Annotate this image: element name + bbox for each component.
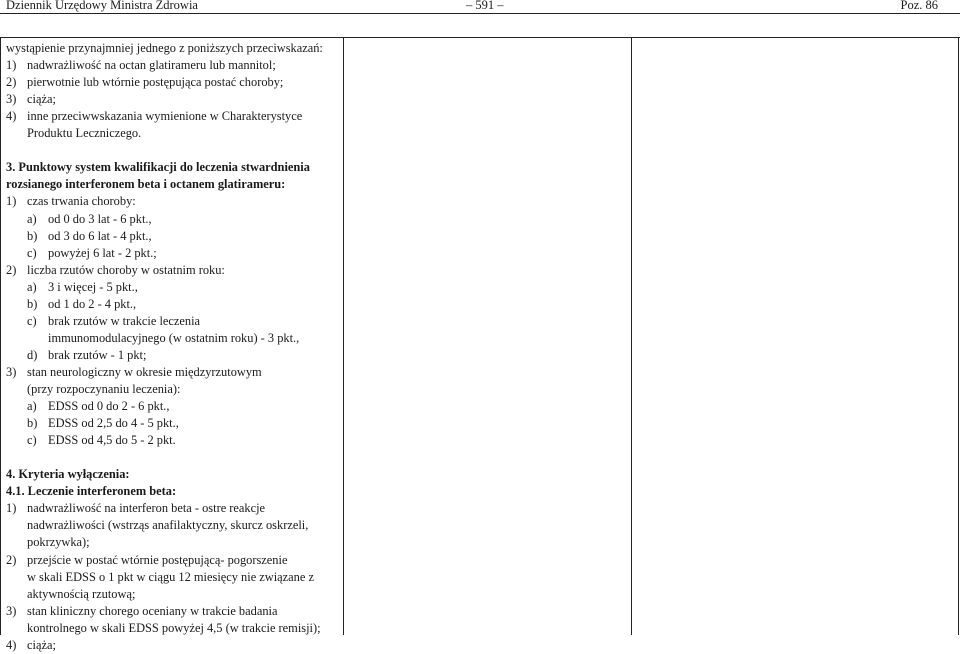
header-rule xyxy=(0,13,960,14)
line-text: nadwrażliwość na interferon beta - ostre reakcje xyxy=(27,501,266,516)
list-marker: a) xyxy=(27,279,37,294)
line-text: czas trwania choroby: xyxy=(27,194,136,209)
list-marker: 2) xyxy=(6,75,17,90)
list-marker: c) xyxy=(27,433,37,448)
line-text: pierwotnie lub wtórnie postępująca postać choroby; xyxy=(27,75,284,90)
table-top-border xyxy=(0,37,960,38)
list-marker: 1) xyxy=(6,58,17,73)
line-text: powyżej 6 lat - 2 pkt.; xyxy=(48,245,157,260)
table-column-divider-2 xyxy=(631,37,632,635)
list-marker: 4) xyxy=(6,637,17,652)
line-text: 3. Punktowy system kwalifikacji do leczenia stwardnienia xyxy=(6,160,310,175)
list-marker: 3) xyxy=(6,364,17,379)
list-marker: 2) xyxy=(6,262,17,277)
line-text: stan neurologiczny w okresie międzyrzutowym xyxy=(27,364,262,379)
line-text: pokrzywka); xyxy=(27,535,90,550)
line-text: brak rzutów - 1 pkt; xyxy=(48,347,147,362)
line-text: kontrolnego w skali EDSS powyżej 4,5 (w trakcie remisji); xyxy=(27,620,321,635)
line-text: rozsianego interferonem beta i octanem glatirameru: xyxy=(6,177,286,192)
list-marker: a) xyxy=(27,211,37,226)
line-text: ciąża; xyxy=(27,92,56,107)
line-text: 4.1. Leczenie interferonem beta: xyxy=(6,484,177,499)
line-text: (przy rozpoczynaniu leczenia): xyxy=(27,382,181,396)
list-marker: 1) xyxy=(6,501,17,516)
list-marker: 3) xyxy=(6,92,17,107)
list-marker: b) xyxy=(27,296,38,311)
page-number: – 591 – xyxy=(466,0,504,12)
line-text: immunomodulacyjnego (w ostatnim roku) - 3 pkt., xyxy=(48,330,300,345)
list-marker: a) xyxy=(27,399,37,414)
list-marker: d) xyxy=(27,347,38,362)
line-text: 4. Kryteria wyłączenia: xyxy=(6,467,130,482)
line-text: ciąża; xyxy=(27,637,56,652)
table-right-border xyxy=(958,37,959,635)
table-left-border xyxy=(0,37,1,635)
list-marker: b) xyxy=(27,228,38,243)
list-marker: c) xyxy=(27,313,37,328)
line-text: wystąpienie przynajmniej jednego z poniższych przeciwskazań: xyxy=(6,41,323,55)
line-text: liczba rzutów choroby w ostatnim roku: xyxy=(27,262,225,277)
journal-title: Dziennik Urzędowy Ministra Zdrowia xyxy=(6,0,198,12)
line-text: od 1 do 2 - 4 pkt., xyxy=(48,296,137,311)
line-text: EDSS od 0 do 2 - 6 pkt., xyxy=(48,399,170,414)
line-text: aktywnością rzutową; xyxy=(27,586,136,601)
line-text: nadwrażliwość na octan glatirameru lub mannitol; xyxy=(27,58,276,73)
list-marker: 1) xyxy=(6,194,17,209)
list-marker: 2) xyxy=(6,552,17,567)
table-column-divider-1 xyxy=(343,37,344,635)
page-header xyxy=(0,0,960,13)
line-text: nadwrażliwości (wstrząs anafilaktyczny, skurcz oskrzeli, xyxy=(27,518,309,533)
line-text: EDSS od 2,5 do 4 - 5 pkt., xyxy=(48,416,179,431)
line-text: stan kliniczny chorego oceniany w trakcie badania xyxy=(27,603,278,618)
list-marker: 3) xyxy=(6,603,17,618)
position-number: Poz. 86 xyxy=(900,0,938,12)
list-marker: c) xyxy=(27,245,37,260)
line-text: inne przeciwwskazania wymienione w Charakterystyce xyxy=(27,109,303,124)
line-text: od 0 do 3 lat - 6 pkt., xyxy=(48,211,152,226)
line-text: 3 i więcej - 5 pkt., xyxy=(48,279,138,294)
line-text: od 3 do 6 lat - 4 pkt., xyxy=(48,228,152,243)
line-text: EDSS od 4,5 do 5 - 2 pkt. xyxy=(48,433,176,448)
line-text: przejście w postać wtórnie postępującą- pogorszenie xyxy=(27,552,288,567)
line-text: brak rzutów w trakcie leczenia xyxy=(48,313,201,328)
list-marker: b) xyxy=(27,416,38,431)
line-text: w skali EDSS o 1 pkt w ciągu 12 miesięcy nie związane z xyxy=(27,569,314,584)
list-marker: 4) xyxy=(6,109,17,124)
line-text: Produktu Leczniczego. xyxy=(27,126,142,141)
